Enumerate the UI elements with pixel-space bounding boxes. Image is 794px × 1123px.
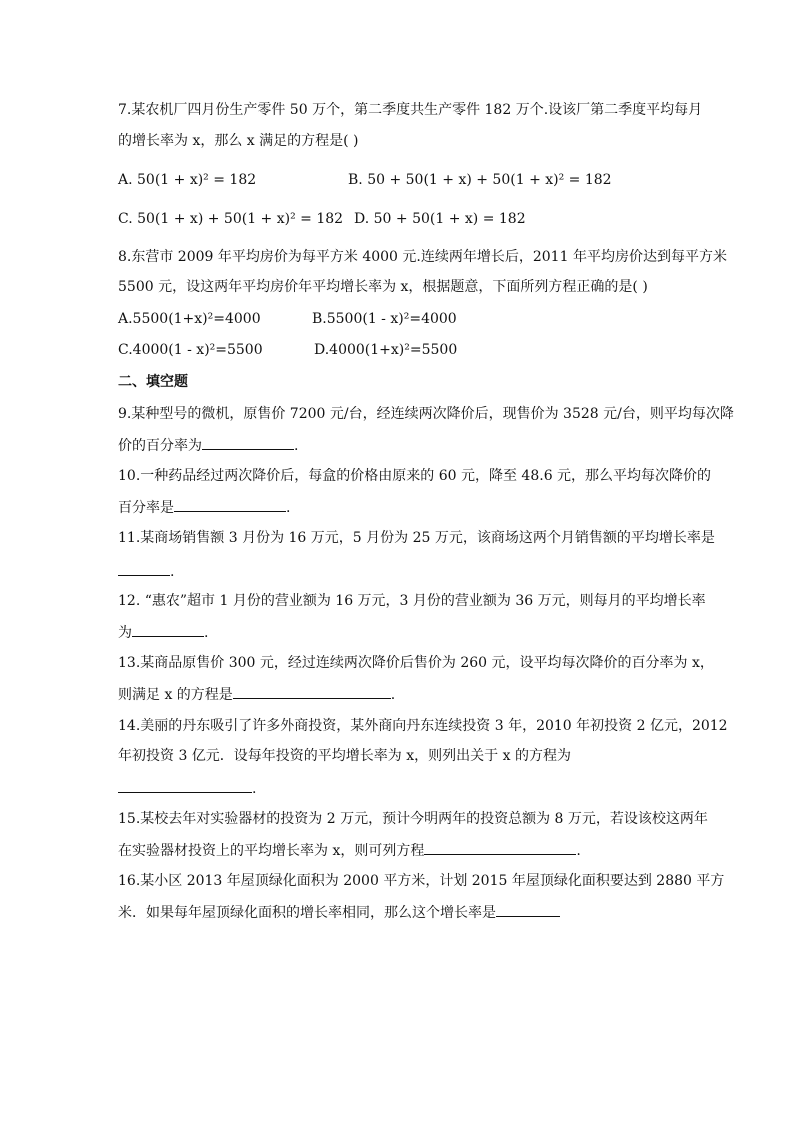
q15-answer-blank[interactable]	[424, 840, 576, 855]
q7-stem-line1: 7.某农机厂四月份生产零件 50 万个，第二季度共生产零件 182 万个.设该厂第二季度平均每月	[118, 102, 703, 118]
q15-end: .	[576, 843, 581, 859]
q14-stem-line2: 年初投资 3 亿元．设每年投资的平均增长率为 x，则列出关于 x 的方程为	[118, 748, 571, 764]
q14-stem-line3	[118, 778, 256, 799]
q9-end: .	[294, 438, 299, 454]
q16-text: 米．如果每年屋顶绿化面积的增长率相同，那么这个增长率是	[118, 905, 496, 921]
q12-answer-blank[interactable]	[132, 622, 204, 637]
q11-answer-blank[interactable]	[118, 561, 170, 576]
q7-option-a: A. 50(1 + x)² = 182	[118, 172, 257, 188]
q12-stem-line2	[118, 622, 208, 643]
q8-option-b: B.5500(1 - x)²=4000	[312, 311, 457, 327]
q12-stem-line1: 12. “惠农”超市 1 月份的营业额为 16 万元，3 月份的营业额为 36 万元，则每月的平均增长率	[118, 593, 706, 609]
q7-stem-line2: 的增长率为 x，那么 x 满足的方程是( )	[118, 133, 359, 149]
q8-stem-line1: 8.东营市 2009 年平均房价为每平方米 4000 元.连续两年增长后，2011 年平均房价达到每平方米	[118, 249, 727, 265]
q13-text: 则满足 x 的方程是	[118, 687, 233, 703]
q11-stem-line1: 11.某商场销售额 3 月份为 16 万元，5 月份为 25 万元，该商场这两个月销售额的平均增长率是	[118, 530, 715, 546]
q10-end: .	[286, 500, 291, 516]
q10-answer-blank[interactable]	[174, 497, 286, 512]
q15-stem-line1: 15.某校去年对实验器材的投资为 2 万元，预计今明两年的投资总额为 8 万元，若设该校这两年	[118, 811, 708, 827]
q8-stem-line2: 5500 元，设这两年平均房价年平均增长率为 x，根据题意，下面所列方程正确的是( )	[118, 279, 648, 295]
q7-option-d: D. 50 + 50(1 + x) = 182	[354, 211, 526, 227]
q11-end: .	[170, 564, 175, 580]
q14-end: .	[252, 781, 257, 797]
q7-option-b: B. 50 + 50(1 + x) + 50(1 + x)² = 182	[348, 172, 612, 188]
q9-text: 价的百分率为	[118, 438, 202, 454]
section-title: 二、填空题	[118, 374, 188, 390]
q16-stem-line1: 16.某小区 2013 年屋顶绿化面积为 2000 平方米，计划 2015 年屋顶绿化面积要达到 2880 平方	[118, 873, 725, 889]
q9-answer-blank[interactable]	[202, 435, 294, 450]
q8-option-a: A.5500(1+x)²=4000	[118, 311, 261, 327]
q10-stem-line1: 10.一种药品经过两次降价后，每盒的价格由原来的 60 元，降至 48.6 元，那么平均每次降价的	[118, 468, 712, 484]
q12-end: .	[204, 625, 209, 641]
q14-answer-blank[interactable]	[118, 778, 252, 793]
q13-stem-line1: 13.某商品原售价 300 元，经过连续两次降价后售价为 260 元，设平均每次降价的百分率为 x，	[118, 655, 714, 671]
q16-stem-line2	[118, 902, 560, 923]
q8-option-d: D.4000(1+x)²=5500	[314, 342, 458, 358]
q9-stem-line1: 9.某种型号的微机，原售价 7200 元/台，经连续两次降价后，现售价为 3528 元/台，则平均每次降	[118, 406, 734, 422]
q12-text: 为	[118, 625, 132, 641]
q11-stem-line2	[118, 561, 174, 582]
q13-answer-blank[interactable]	[233, 684, 391, 699]
q16-answer-blank[interactable]	[496, 902, 560, 917]
q10-text: 百分率是	[118, 500, 174, 516]
q8-option-c: C.4000(1 - x)²=5500	[118, 342, 263, 358]
q15-stem-line2	[118, 840, 581, 861]
q13-end: .	[390, 687, 396, 703]
q9-stem-line2	[118, 435, 298, 456]
q7-option-c: C. 50(1 + x) + 50(1 + x)² = 182	[118, 211, 344, 227]
q15-text: 在实验器材投资上的平均增长率为 x，则可列方程	[118, 843, 425, 859]
q14-stem-line1: 14.美丽的丹东吸引了许多外商投资，某外商向丹东连续投资 3 年，2010 年初投资 2 亿元，2012	[118, 718, 728, 734]
q13-stem-line2	[118, 684, 395, 705]
q10-stem-line2	[118, 497, 290, 518]
